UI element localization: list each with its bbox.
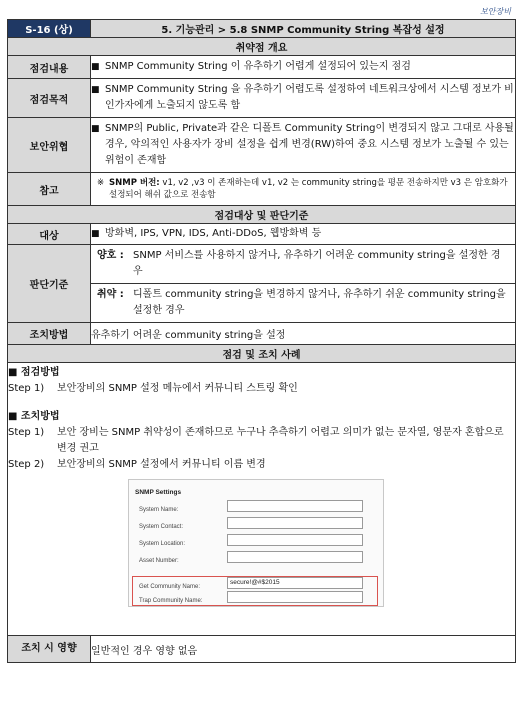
bullet-icon: ■	[91, 85, 100, 95]
bad-text: 디폴트 community string을 변경하지 않거나, 유추하기 쉬운 community string을 설정한 경우	[133, 289, 506, 316]
row-impact	[8, 636, 516, 663]
row-text: SNMP Community String 을 유추하기 어렵도록 설정하여 네트워크상에서 시스템 정보가 비인가자에게 노출되지 않도록 함	[105, 84, 514, 111]
asset-number-row	[135, 551, 375, 563]
bullet-icon: ■	[91, 229, 100, 239]
item-title: 5. 기능관리 > 5.8 SNMP Community String 복잡성 설정	[91, 20, 516, 38]
bullet-icon: ■	[91, 124, 100, 134]
row-text: SNMP Community String 이 유추하기 어렵게 설정되어 있는지 점검	[105, 61, 411, 72]
fix-step	[8, 425, 515, 457]
row-text: 일반적인 경우 영향 없음	[91, 636, 516, 663]
note-text: v1, v2 ,v3 이 존재하는데 v1, v2 는 community string을 평문 전송하지만 v3 은 암호화가 설정되어 해쉬 값으로 전송함	[109, 178, 508, 200]
section-criteria-title: 점검대상 및 판단기준	[8, 206, 516, 224]
row-check-purpose	[8, 79, 516, 118]
note-mark: ※	[97, 178, 105, 188]
field-label: Trap Community Name:	[139, 598, 203, 604]
row-target	[8, 224, 516, 245]
field-label: Get Community Name:	[139, 584, 201, 590]
row-label: 점검내용	[8, 56, 91, 79]
good-text: SNMP 서비스를 사용하지 않거나, 유추하기 어려운 community string을 설정한 경우	[133, 250, 501, 277]
row-label: 판단기준	[8, 245, 91, 323]
step-number: Step 2)	[8, 459, 45, 470]
system-contact-row	[135, 517, 375, 529]
step-text: 보안장비의 SNMP 설정에서 커뮤니티 이름 변경	[57, 459, 266, 470]
row-security-threat	[8, 118, 516, 173]
system-name-input[interactable]	[227, 500, 363, 512]
note-bold: SNMP 버전:	[109, 178, 160, 188]
system-contact-input[interactable]	[227, 517, 363, 529]
fix-step	[8, 457, 515, 473]
asset-number-input[interactable]	[227, 551, 363, 563]
field-label: System Contact:	[139, 524, 184, 530]
row-text: 유추하기 어려운 community string을 설정	[91, 323, 516, 345]
document-category: 보안장비	[480, 7, 511, 16]
field-label: System Name:	[139, 507, 179, 513]
row-cases-body	[8, 363, 516, 636]
step-number: Step 1)	[8, 427, 45, 438]
field-label: System Location:	[139, 541, 186, 547]
row-reference	[8, 173, 516, 206]
row-judge-good	[8, 245, 516, 284]
row-text: 방화벽, IPS, VPN, IDS, Anti-DDoS, 웹방화벽 등	[105, 228, 322, 239]
row-text: SNMP의 Public, Private과 같은 디폴트 Community String이 변경되지 않고 그대로 사용될 경우, 악의적인 사용자가 장비 설정을 쉽게 변경(RW)하여 중요 시스템 정보가 노출될 수 있는 위험이 존재함	[105, 123, 514, 166]
field-label: Asset Number:	[139, 558, 179, 564]
header-row	[8, 20, 516, 38]
item-id: S-16 (상)	[8, 20, 91, 38]
row-label: 보안위협	[8, 118, 91, 173]
system-location-row	[135, 534, 375, 546]
row-label: 조치방법	[8, 323, 91, 345]
bullet-icon: ■	[91, 62, 100, 72]
get-community-input[interactable]: secure!@#$2015	[227, 577, 363, 589]
row-label: 조치 시 영향	[8, 636, 91, 663]
inspect-step	[8, 381, 515, 397]
row-check-content	[8, 56, 516, 79]
row-label: 점검목적	[8, 79, 91, 118]
section-cases-title: 점검 및 조치 사례	[8, 345, 516, 363]
row-action	[8, 323, 516, 345]
inspect-heading: ■ 점검방법	[8, 367, 60, 378]
section-overview-title: 취약점 개요	[8, 38, 516, 56]
step-text: 보안장비의 SNMP 설정 메뉴에서 커뮤니티 스트링 확인	[57, 383, 298, 394]
snmp-settings-screenshot	[128, 479, 384, 607]
row-label: 참고	[8, 173, 91, 206]
system-location-input[interactable]	[227, 534, 363, 546]
step-text: 보안 장비는 SNMP 취약성이 존재하므로 누구나 추측하기 어렵고 의미가 없는 문자열, 영문자 혼합으로 변경 권고	[57, 427, 504, 454]
row-label: 대상	[8, 224, 91, 245]
good-key: 양호 :	[97, 250, 124, 261]
checklist-table	[7, 19, 516, 663]
snmp-settings-title: SNMP Settings	[135, 489, 182, 496]
highlight-box	[132, 576, 378, 606]
fix-heading: ■ 조치방법	[8, 411, 60, 422]
system-name-row	[135, 500, 375, 512]
bad-key: 취약 :	[97, 289, 124, 300]
step-number: Step 1)	[8, 383, 45, 394]
